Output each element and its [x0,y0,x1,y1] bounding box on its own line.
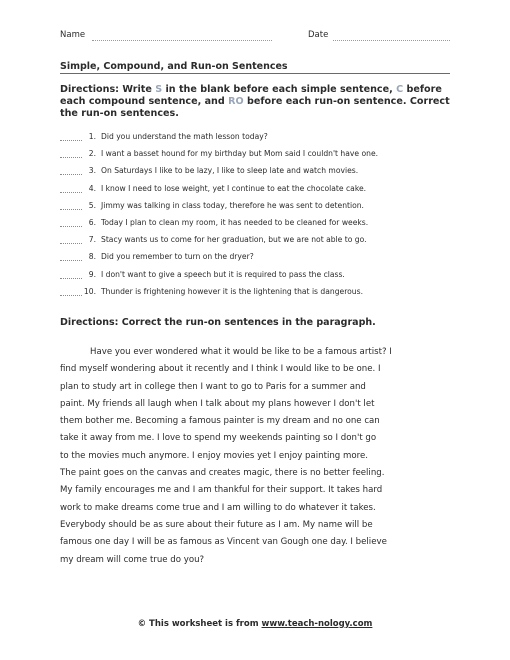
directions-text-1: Directions: Write [60,84,156,95]
sentence-text: I want a basset hound for my birthday but Mom said I couldn't have one. [101,149,379,159]
directions-correct: Directions: Correct the run-on sentences in the paragraph. [60,317,376,328]
paragraph-line: paint. My friends all laugh when I talk about my plans however I don't let [60,398,375,409]
paragraph-line: Everybody should be as sure about their future as I am. My name will be [60,519,373,530]
header-row [60,30,450,44]
footer-prefix: © This worksheet is from [137,619,262,629]
paragraph-line: plan to study art in college then I want to go to Paris for a summer and [60,381,366,392]
sentence-number: 7. [88,235,96,245]
sentence-number: 9. [88,269,96,279]
directions-identify [60,84,460,120]
title-underline [60,73,450,74]
sentence-number: 5. [88,200,96,210]
list-item [60,200,460,217]
sentence-text: On Saturdays I like to be lazy, I like to sleep late and watch movies. [101,166,359,176]
runon-code: RO [228,96,244,107]
list-item [60,269,460,286]
answer-blank[interactable] [60,218,82,227]
list-item [60,165,460,182]
footer-link[interactable]: www.teach-nology.com [261,619,373,629]
paragraph-line: Have you ever wondered what it would be like to be a famous artist? I [90,347,392,357]
date-blank[interactable] [333,40,450,41]
list-item [60,251,460,268]
paragraph-line: my dream will come true do you? [60,554,205,565]
answer-blank[interactable] [60,184,82,193]
compound-code: C [396,84,404,95]
worksheet-title: Simple, Compound, and Run-on Sentences [60,61,288,72]
sentence-text: Jimmy was talking in class today, therefore he was sent to detention. [101,200,364,210]
list-item [60,131,460,148]
simple-code: S [155,84,163,95]
paragraph-line: take it away from me. I love to spend my weekends painting so I don't go [60,433,377,444]
sentence-number: 3. [88,166,96,176]
answer-blank[interactable] [60,287,82,296]
list-item [60,148,460,165]
list-item [60,217,460,234]
sentence-number: 2. [88,149,96,159]
sentence-text: Stacy wants us to come for her graduation, but we are not able to go. [101,235,367,245]
sentence-number: 6. [88,217,96,227]
sentence-number: 10. [83,286,96,296]
answer-blank[interactable] [60,149,82,158]
sentence-text: I don't want to give a speech but it is required to pass the class. [101,269,345,279]
paragraph-line: My family encourages me and I am thankful for their support. It takes hard [60,485,383,496]
list-item [60,183,460,200]
sentence-number: 4. [88,183,96,193]
answer-blank[interactable] [60,235,82,244]
answer-blank[interactable] [60,270,82,279]
paragraph-line: to the movies much anymore. I enjoy movies yet I enjoy painting more. [60,450,368,461]
paragraph-line: them bother me. Becoming a famous painter is my dream and no one can [60,416,380,427]
footer-credit [0,619,510,629]
sentence-text: Thunder is frightening however it is the lightening that is dangerous. [101,286,363,296]
sentence-text: I know I need to lose weight, yet I continue to eat the chocolate cake. [101,183,367,193]
paragraph-line: The paint goes on the canvas and creates magic, there is no better feeling. [60,468,385,479]
list-item [60,286,460,303]
directions-text-3: before each compound sentence, and [60,84,442,107]
sentence-text: Today I plan to clean my room, it has needed to be cleaned for weeks. [101,217,369,227]
list-item [60,234,460,251]
runon-paragraph [60,344,455,569]
answer-blank[interactable] [60,166,82,175]
answer-blank[interactable] [60,201,82,210]
sentence-number: 1. [88,132,96,141]
name-label: Name [60,30,86,40]
sentence-text: Did you understand the math lesson today? [101,132,268,141]
paragraph-line: find myself wondering about it recently and I think I would like to be one. I [60,364,381,375]
sentence-text: Did you remember to turn on the dryer? [101,252,254,262]
answer-blank[interactable] [60,252,82,261]
answer-blank[interactable] [60,132,82,141]
directions-text-4: before each run-on sentence. Correct the run-on sentences. [60,96,450,119]
sentence-number: 8. [88,252,96,262]
sentence-list [60,131,460,303]
paragraph-line: famous one day I will be as famous as Vincent van Gough one day. I believe [60,537,387,548]
date-label: Date [308,30,329,40]
directions-text-2: in the blank before each simple sentence, [162,84,397,95]
name-blank[interactable] [92,40,272,41]
paragraph-line: work to make dreams come true and I am willing to do whatever it takes. [60,502,376,513]
